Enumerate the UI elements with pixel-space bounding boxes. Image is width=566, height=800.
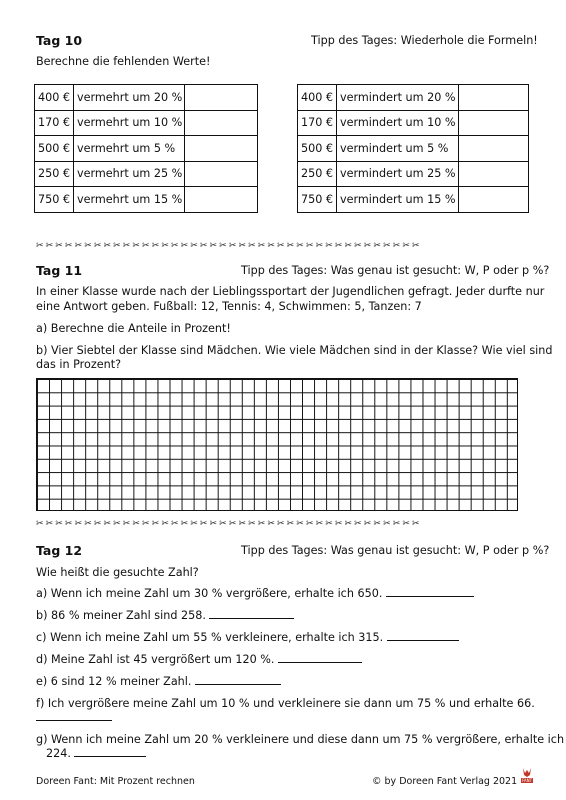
amount-cell: 750 € [35,187,74,213]
amount-cell: 500 € [35,136,74,162]
table-row [35,136,258,162]
tag11-title: Tag 11 [36,263,83,278]
table-row [35,187,258,213]
table-vermindert [297,84,529,213]
tag11-task-a: a) Berechne die Anteile in Prozent! [36,322,231,335]
operation-cell: vermindert um 5 % [337,136,459,162]
tag10-tip: Tipp des Tages: Wiederhole die Formeln! [311,34,538,47]
answer-blank[interactable] [195,675,281,685]
amount-cell: 170 € [298,110,337,136]
task-c [36,631,459,644]
answer-blank[interactable] [386,587,474,597]
answer-cell[interactable] [185,136,258,162]
answer-cell[interactable] [185,187,258,213]
answer-cell[interactable] [459,136,529,162]
task-g-line2 [46,747,146,760]
cut-line-1: ✂✂✂✂✂✂✂✂✂✂✂✂✂✂✂✂✂✂✂✂✂✂✂✂✂✂✂✂✂✂✂✂✂✂✂✂✂✂✂✂ [36,241,422,251]
answer-cell[interactable] [185,85,258,111]
amount-cell: 400 € [35,85,74,111]
table-row [298,136,529,162]
operation-cell: vermehrt um 5 % [74,136,185,162]
task-f-line2 [36,711,112,724]
answer-cell[interactable] [185,110,258,136]
task-g-line1: g) Wenn ich meine Zahl um 20 % verkleinere und diese dann um 75 % vergrößere, erhalte ich [36,733,565,746]
tag12-question: Wie heißt die gesuchte Zahl? [36,566,199,579]
task-a-text: a) Wenn ich meine Zahl um 30 % vergrößere, erhalte ich 650. [36,587,383,600]
answer-cell[interactable] [459,85,529,111]
table-row [298,161,529,187]
answer-blank[interactable] [74,747,146,757]
operation-cell: vermehrt um 25 % [74,161,185,187]
task-e [36,675,281,688]
task-d-text: d) Meine Zahl ist 45 vergrößert um 120 %. [36,653,275,666]
amount-cell: 250 € [298,161,337,187]
task-c-text: c) Wenn ich meine Zahl um 55 % verkleinere, erhalte ich 315. [36,631,384,644]
answer-blank[interactable] [278,653,362,663]
answer-cell[interactable] [459,187,529,213]
table-row [35,161,258,187]
table-row [298,85,529,111]
operation-cell: vermehrt um 20 % [74,85,185,111]
task-e-text: e) 6 sind 12 % meiner Zahl. [36,675,192,688]
amount-cell: 170 € [35,110,74,136]
table-row [35,85,258,111]
tag11-tip: Tipp des Tages: Was genau ist gesucht: W, P oder p %? [241,264,550,277]
amount-cell: 750 € [298,187,337,213]
task-a [36,587,474,600]
table-vermehrt [34,84,258,213]
tag11-task-b-line2: das in Prozent? [36,358,122,371]
task-b-text: b) 86 % meiner Zahl sind 258. [36,609,206,622]
grid-paper[interactable] [36,378,518,511]
answer-cell[interactable] [185,161,258,187]
publisher-logo-icon [520,767,534,785]
answer-blank[interactable] [387,631,459,641]
footer-right: © by Doreen Fant Verlag 2021 [372,776,518,787]
amount-cell: 500 € [298,136,337,162]
answer-blank[interactable] [209,609,294,619]
tag11-intro-line1: In einer Klasse wurde nach der Lieblingssportart der Jugendlichen gefragt. Jeder durfte nur [36,285,545,298]
operation-cell: vermehrt um 15 % [74,187,185,213]
tag11-task-b-line1: b) Vier Siebtel der Klasse sind Mädchen. Wie viele Mädchen sind in der Klasse? Wie viel sind [36,344,553,357]
task-g-line2-text: 224. [46,747,71,760]
tag12-tip: Tipp des Tages: Was genau ist gesucht: W, P oder p %? [241,544,550,557]
operation-cell: vermehrt um 10 % [74,110,185,136]
tag10-title: Tag 10 [36,33,83,48]
task-f-line1: f) Ich vergrößere meine Zahl um 10 % und verkleinere sie dann um 75 % und erhalte 66. [36,697,535,710]
tag12-title: Tag 12 [36,543,83,558]
task-b [36,609,294,622]
amount-cell: 400 € [298,85,337,111]
footer-left: Doreen Fant: Mit Prozent rechnen [36,776,195,787]
task-d [36,653,362,666]
cut-line-2: ✂✂✂✂✂✂✂✂✂✂✂✂✂✂✂✂✂✂✂✂✂✂✂✂✂✂✂✂✂✂✂✂✂✂✂✂✂✂✂✂ [36,519,422,529]
answer-cell[interactable] [459,161,529,187]
operation-cell: vermindert um 20 % [337,85,459,111]
operation-cell: vermindert um 25 % [337,161,459,187]
tag11-intro-line2: eine Antwort geben. Fußball: 12, Tennis: 4, Schwimmen: 5, Tanzen: 7 [36,300,422,313]
tag10-instruction: Berechne die fehlenden Werte! [36,55,211,68]
amount-cell: 250 € [35,161,74,187]
table-row [298,187,529,213]
svg-text:FANT: FANT [521,778,533,783]
table-row [298,110,529,136]
table-row [35,110,258,136]
operation-cell: vermindert um 15 % [337,187,459,213]
answer-blank[interactable] [36,711,112,721]
operation-cell: vermindert um 10 % [337,110,459,136]
answer-cell[interactable] [459,110,529,136]
